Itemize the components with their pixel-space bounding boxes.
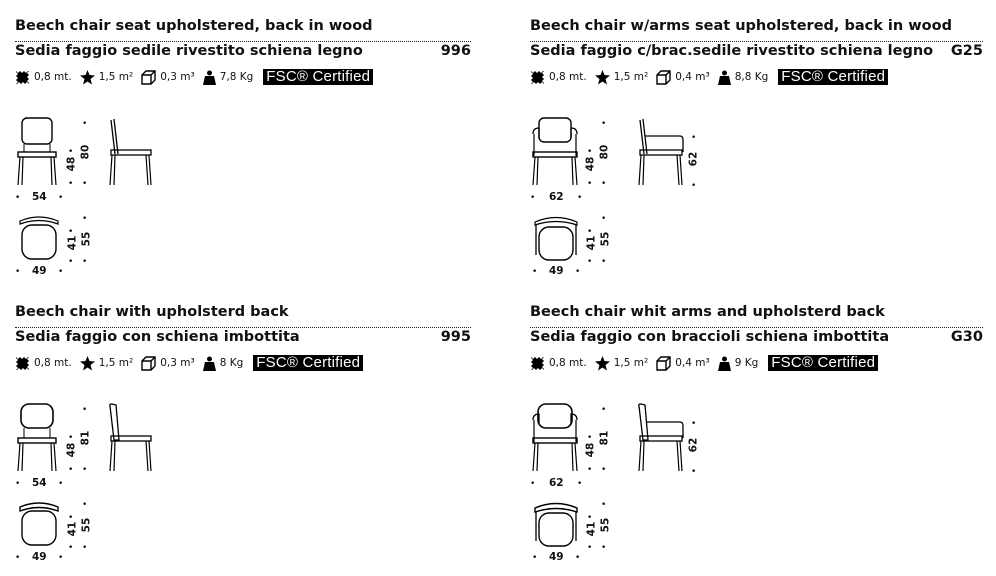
leather-hide-icon: [595, 356, 610, 371]
dim-dot: •: [532, 267, 538, 277]
dotted-divider: [15, 327, 471, 328]
dim-dot: •: [601, 179, 607, 189]
dim-dot: •: [68, 465, 74, 475]
title-italian: Sedia faggio c/brac.sedile rivestito schiena legno: [530, 43, 934, 59]
dim-dot: •: [82, 257, 88, 267]
top-depth-b-dim: 55: [599, 231, 612, 247]
dim-dot: •: [601, 214, 607, 224]
arm-height-dim: 62: [687, 151, 700, 167]
armchair-front-view-drawing: [530, 116, 582, 188]
dim-dot: •: [587, 147, 593, 157]
dim-dot: •: [587, 465, 593, 475]
dim-dot: •: [68, 513, 74, 523]
product-code: 996: [440, 43, 471, 59]
dim-dot: •: [82, 500, 88, 510]
package-box-icon: [656, 70, 671, 85]
top-depth-a-dim: 41: [585, 235, 598, 251]
title-italian: Sedia faggio con schiena imbottita: [15, 329, 300, 345]
dim-dot: •: [82, 214, 88, 224]
weight-icon: [718, 356, 731, 371]
fabric-swatch-icon: [530, 356, 545, 371]
total-height-dim: 80: [598, 144, 611, 160]
total-height-dim: 80: [79, 144, 92, 160]
fabric-value: 0,8 mt.: [34, 357, 72, 369]
package-box-icon: [141, 70, 156, 85]
package-box-icon: [656, 356, 671, 371]
dim-dot: •: [601, 405, 607, 415]
dim-dot: •: [601, 543, 607, 553]
dim-dot: •: [601, 119, 607, 129]
chair-front-view-drawing: [15, 116, 65, 188]
leather-hide-icon: [80, 356, 95, 371]
leather-hide-icon: [80, 70, 95, 85]
seat-height-dim: 48: [584, 156, 597, 172]
dim-dot: •: [575, 553, 581, 563]
weight-value: 8 Kg: [219, 357, 244, 369]
dim-dot: •: [601, 465, 607, 475]
top-depth-a-dim: 41: [66, 521, 79, 537]
product-code: G30: [950, 329, 983, 345]
weight-value: 7,8 Kg: [219, 71, 254, 83]
spec-row: [530, 69, 888, 85]
front-width-dim: 62: [549, 191, 564, 203]
dim-dot: •: [530, 479, 536, 489]
volume-value: 0,4 m³: [675, 71, 710, 83]
dim-dot: •: [15, 193, 21, 203]
fabric-value: 0,8 mt.: [34, 71, 72, 83]
top-width-dim: 49: [549, 551, 564, 563]
dim-dot: •: [577, 193, 583, 203]
dotted-divider: [530, 41, 983, 42]
armchair-front-view-drawing: [530, 402, 582, 474]
volume-value: 0,3 m³: [160, 357, 195, 369]
seat-height-dim: 48: [65, 442, 78, 458]
dim-dot: •: [82, 119, 88, 129]
dim-dot: •: [82, 179, 88, 189]
product-code: G25: [950, 43, 983, 59]
armchair-top-view-drawing: [533, 215, 579, 263]
front-width-dim: 54: [32, 191, 47, 203]
top-width-dim: 49: [32, 551, 47, 563]
title-english: Beech chair with upholsterd back: [15, 304, 289, 320]
chair-top-view-drawing: [18, 215, 60, 261]
spec-row: [15, 69, 373, 85]
dim-dot: •: [577, 479, 583, 489]
product-card: [15, 10, 471, 290]
title-english: Beech chair whit arms and upholsterd back: [530, 304, 885, 320]
dim-dot: •: [82, 543, 88, 553]
dim-dot: •: [587, 543, 593, 553]
dim-dot: •: [58, 479, 64, 489]
total-height-dim: 81: [79, 430, 92, 446]
spec-row: [530, 355, 878, 371]
dim-dot: •: [15, 479, 21, 489]
dim-dot: •: [82, 405, 88, 415]
weight-value: 8,8 Kg: [734, 71, 769, 83]
volume-value: 0,4 m³: [675, 357, 710, 369]
product-card: [530, 296, 983, 576]
total-height-dim: 81: [598, 430, 611, 446]
chair-side-view-drawing: [107, 402, 153, 474]
dim-dot: •: [68, 543, 74, 553]
dim-dot: •: [68, 227, 74, 237]
dim-dot: •: [58, 193, 64, 203]
fabric-value: 0,8 mt.: [549, 71, 587, 83]
top-depth-a-dim: 41: [66, 235, 79, 251]
weight-icon: [203, 70, 216, 85]
dotted-divider: [530, 327, 983, 328]
armchair-top-view-drawing: [533, 501, 579, 549]
top-width-dim: 49: [32, 265, 47, 277]
leather-value: 1,5 m²: [613, 357, 649, 369]
leather-value: 1,5 m²: [98, 357, 134, 369]
leather-value: 1,5 m²: [613, 71, 649, 83]
product-card: [530, 10, 983, 290]
dim-dot: •: [532, 553, 538, 563]
fabric-swatch-icon: [15, 70, 30, 85]
leather-value: 1,5 m²: [98, 71, 134, 83]
dim-dot: •: [530, 193, 536, 203]
chair-front-view-drawing: [15, 402, 65, 474]
dim-dot: •: [575, 267, 581, 277]
chair-top-view-drawing: [18, 501, 60, 547]
dim-dot: •: [691, 467, 697, 477]
weight-value: 9 Kg: [734, 357, 759, 369]
dim-dot: •: [601, 257, 607, 267]
dim-dot: •: [58, 553, 64, 563]
dim-dot: •: [15, 553, 21, 563]
leather-hide-icon: [595, 70, 610, 85]
fsc-certified-badge: FSC® Certified: [768, 355, 878, 371]
fabric-value: 0,8 mt.: [549, 357, 587, 369]
dim-dot: •: [58, 267, 64, 277]
front-width-dim: 54: [32, 477, 47, 489]
fabric-swatch-icon: [15, 356, 30, 371]
fsc-certified-badge: FSC® Certified: [778, 69, 888, 85]
product-code: 995: [440, 329, 471, 345]
dim-dot: •: [68, 179, 74, 189]
dim-dot: •: [691, 181, 697, 191]
armchair-side-view-drawing: [636, 116, 686, 188]
top-depth-b-dim: 55: [599, 517, 612, 533]
dim-dot: •: [15, 267, 21, 277]
volume-value: 0,3 m³: [160, 71, 195, 83]
dim-dot: •: [601, 500, 607, 510]
dim-dot: •: [68, 147, 74, 157]
dim-dot: •: [68, 433, 74, 443]
top-depth-b-dim: 55: [80, 517, 93, 533]
top-width-dim: 49: [549, 265, 564, 277]
title-italian: Sedia faggio con braccioli schiena imbottita: [530, 329, 890, 345]
weight-icon: [203, 356, 216, 371]
arm-height-dim: 62: [687, 437, 700, 453]
top-depth-b-dim: 55: [80, 231, 93, 247]
dim-dot: •: [587, 227, 593, 237]
spec-row: [15, 355, 363, 371]
dim-dot: •: [82, 465, 88, 475]
dim-dot: •: [587, 513, 593, 523]
front-width-dim: 62: [549, 477, 564, 489]
dim-dot: •: [587, 433, 593, 443]
top-depth-a-dim: 41: [585, 521, 598, 537]
package-box-icon: [141, 356, 156, 371]
title-english: Beech chair seat upholstered, back in wood: [15, 18, 373, 34]
product-card: [15, 296, 471, 576]
fabric-swatch-icon: [530, 70, 545, 85]
dim-dot: •: [691, 419, 697, 429]
dim-dot: •: [691, 133, 697, 143]
dim-dot: •: [68, 257, 74, 267]
weight-icon: [718, 70, 731, 85]
fsc-certified-badge: FSC® Certified: [253, 355, 363, 371]
fsc-certified-badge: FSC® Certified: [263, 69, 373, 85]
dim-dot: •: [587, 257, 593, 267]
title-english: Beech chair w/arms seat upholstered, back in wood: [530, 18, 952, 34]
seat-height-dim: 48: [584, 442, 597, 458]
armchair-side-view-drawing: [636, 402, 686, 474]
seat-height-dim: 48: [65, 156, 78, 172]
title-italian: Sedia faggio sedile rivestito schiena legno: [15, 43, 363, 59]
dotted-divider: [15, 41, 471, 42]
dim-dot: •: [587, 179, 593, 189]
chair-side-view-drawing: [107, 116, 153, 188]
